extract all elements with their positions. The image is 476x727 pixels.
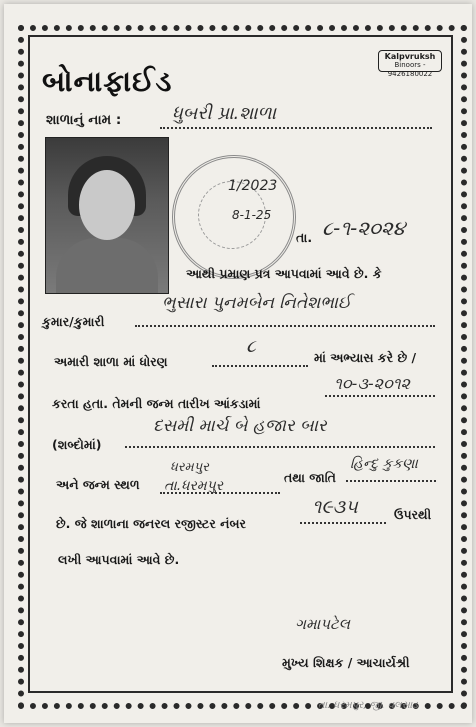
caste-label: તથા જાતિ bbox=[284, 470, 336, 485]
caste-value: હિન્દુ કુકણા bbox=[350, 456, 418, 472]
school-name-label: શાળાનું નામ : bbox=[46, 112, 122, 128]
register-line bbox=[300, 522, 386, 524]
dob-label: કરતા હતા. તેમની જન્મ તારીખ આંકડામાં bbox=[52, 396, 261, 411]
birthplace-value-line1: ધરમપુર bbox=[170, 460, 209, 475]
brand-name: Kalpvruksh bbox=[384, 52, 436, 61]
closing-text: લખી આપવામાં આવે છે. bbox=[58, 552, 180, 567]
brand-logo bbox=[378, 50, 442, 78]
standard-suffix: માં અભ્યાસ કરે છે / bbox=[314, 350, 417, 365]
student-name-label: કુમાર/કુમારી bbox=[42, 314, 105, 329]
student-photo bbox=[45, 137, 169, 294]
signature-stamp-text: તા. ધરમપુર, જી. વલસાડ bbox=[318, 700, 418, 711]
birthplace-line bbox=[160, 492, 280, 494]
birthplace-value-line2: તા.ધરમપુર bbox=[164, 478, 224, 494]
dob-line bbox=[325, 395, 435, 397]
stamp-date: 8-1-25 bbox=[232, 208, 272, 222]
date-label: તા. bbox=[296, 230, 313, 245]
brand-subtitle: Binoors - 9426180022 bbox=[387, 61, 433, 78]
school-name-value: ધુબરી પ્રા.શાળા bbox=[172, 103, 276, 124]
certificate-title: બોનાફાઈડ bbox=[42, 64, 173, 98]
signatory-title: મુખ્ય શિક્ષક / આચાર્યશ્રી bbox=[282, 655, 410, 670]
register-suffix: ઉપરથી bbox=[394, 507, 432, 522]
standard-label: અમારી શાળા માં ધોરણ bbox=[54, 354, 168, 369]
intro-text: આથી પ્રમાણ પ્રત્ર આપવામાં આવે છે. કે bbox=[186, 266, 382, 281]
student-name-line bbox=[135, 325, 435, 327]
dob-words-value: દસમી માર્ચ બે હજાર બાર bbox=[153, 416, 327, 436]
register-value: ૧૯૩૫ bbox=[312, 496, 358, 518]
register-label: છે. જે શાળાના જનરલ રજીસ્ટર નંબર bbox=[56, 516, 246, 531]
caste-line bbox=[346, 480, 436, 482]
standard-value: ૮ bbox=[246, 336, 256, 357]
signature-scribble: ગમાપટેલ bbox=[295, 615, 351, 633]
date-value: ૮-૧-૨૦૨૪ bbox=[322, 216, 406, 240]
dob-value: ૧૦-૩-૨૦૧૨ bbox=[334, 374, 410, 393]
dob-words-line bbox=[125, 446, 435, 448]
school-name-line bbox=[160, 127, 432, 129]
stamp-number: 1/2023 bbox=[228, 178, 278, 194]
birthplace-label: અને જન્મ સ્થળ bbox=[56, 477, 140, 492]
student-name-value: ભુસારા પુનમબેન નિતેશભાઈ bbox=[162, 293, 352, 313]
dob-words-label: (શબ્દોમાં) bbox=[52, 437, 102, 452]
standard-line bbox=[212, 365, 308, 367]
